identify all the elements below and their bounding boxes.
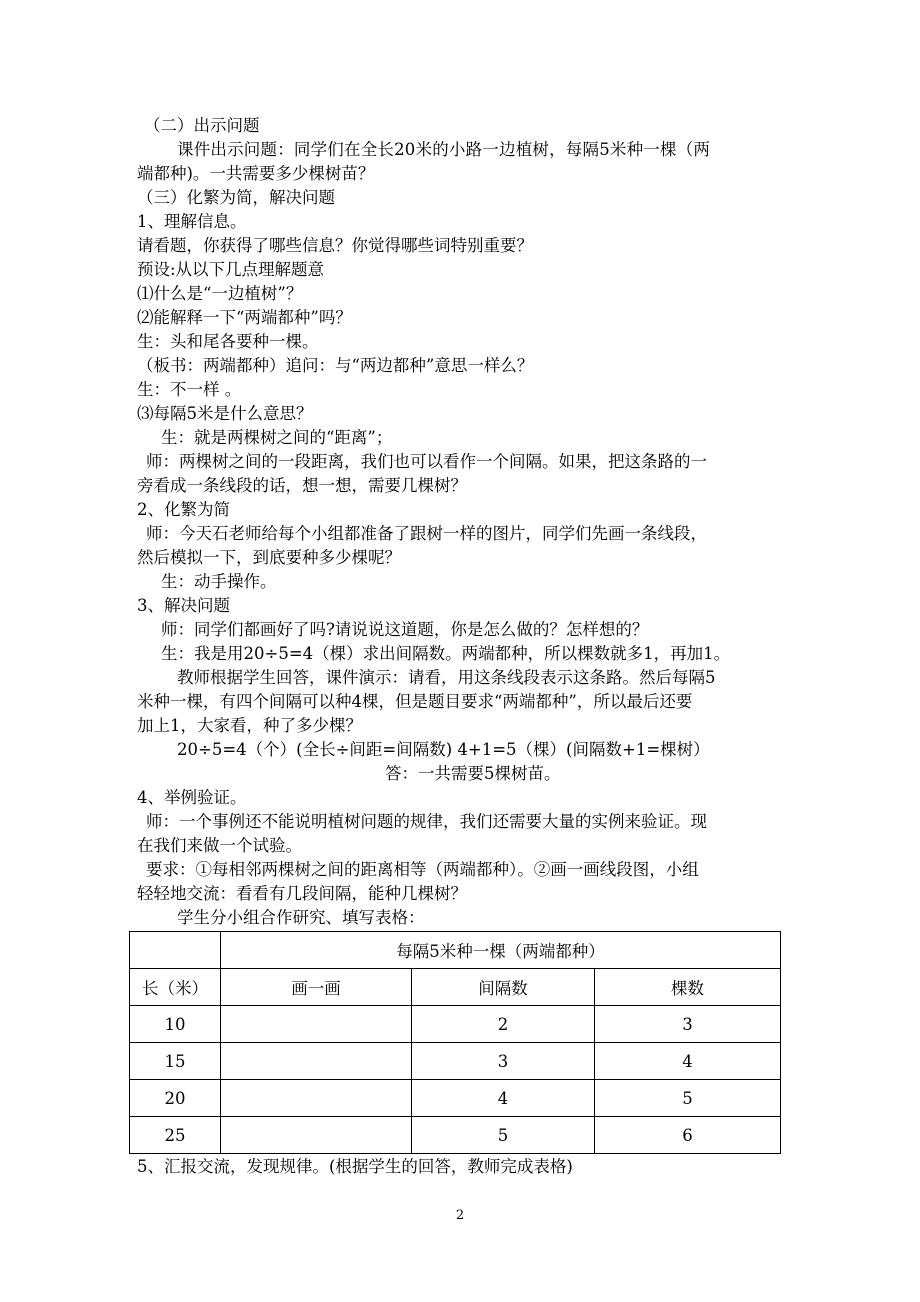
paragraph-line: 生：动手操作。 (161, 572, 277, 591)
step-heading: 4、举例验证。 (137, 788, 247, 807)
column-header-trees: 棵数 (595, 969, 781, 1006)
paragraph-line: 课件出示问题：同学们在全长20米的小路一边植树，每隔5米种一棵（两 (177, 140, 711, 159)
paragraph-line: 加上1，大家看，种了多少棵？ (137, 716, 362, 735)
draw-cell (221, 1006, 412, 1043)
column-header-intervals: 间隔数 (412, 969, 595, 1006)
answer-line: 答：一共需要5棵树苗。 (385, 764, 561, 783)
table-row (130, 1006, 781, 1043)
paragraph-line: 请看题，你获得了哪些信息？你觉得哪些词特别重要？ (137, 236, 533, 255)
trees-cell: 5 (595, 1080, 781, 1117)
column-header-draw: 画一画 (221, 969, 412, 1006)
section-heading: （三）化繁为简，解决问题 (137, 188, 335, 207)
length-cell: 15 (130, 1043, 221, 1080)
paragraph-line: ⑵能解释一下“两端都种”吗？ (137, 308, 352, 327)
draw-cell (221, 1117, 412, 1154)
equation-line: 20÷5=4（个）(全长÷间距=间隔数) 4+1=5（棵）(间隔数+1=棵树） (177, 740, 710, 759)
paragraph-line: 要求：①每相邻两棵树之间的距离相等（两端都种）。②画一画线段图，小组 (146, 860, 699, 879)
paragraph-line: 生：不一样 。 (137, 380, 242, 399)
table-row (130, 1043, 781, 1080)
paragraph-line: 生：我是用20÷5=4（棵）求出间隔数。两端都种，所以棵数就多1，再加1。 (161, 644, 731, 663)
trees-cell: 4 (595, 1043, 781, 1080)
paragraph-line: 学生分小组合作研究、填写表格： (177, 908, 425, 927)
intervals-cell: 2 (412, 1006, 595, 1043)
intervals-cell: 3 (412, 1043, 595, 1080)
table-row (130, 1080, 781, 1117)
intervals-cell: 5 (412, 1117, 595, 1154)
table-corner-cell (130, 932, 221, 969)
intervals-cell: 4 (412, 1080, 595, 1117)
table-header-row (130, 932, 781, 969)
length-cell: 25 (130, 1117, 221, 1154)
table-header-row (130, 969, 781, 1006)
paragraph-line: 米种一棵，有四个间隔可以种4棵，但是题目要求“两端都种”，所以最后还要 (137, 692, 693, 711)
paragraph-line: ⑶每隔5米是什么意思？ (137, 404, 313, 423)
paragraph-line: 生：就是两棵树之间的“距离”； (161, 428, 393, 447)
paragraph-line: 旁看成一条线段的话，想一想，需要几棵树？ (137, 476, 467, 495)
draw-cell (221, 1043, 412, 1080)
paragraph-line: 然后模拟一下，到底要种多少棵呢？ (137, 548, 401, 567)
trees-cell: 3 (595, 1006, 781, 1043)
paragraph-line: 师：今天石老师给每个小组都准备了跟树一样的图片，同学们先画一条线段， (146, 524, 707, 543)
paragraph-line: 师：一个事例还不能说明植树问题的规律，我们还需要大量的实例来验证。现 (146, 812, 707, 831)
paragraph-line: 在我们来做一个试验。 (137, 836, 302, 855)
page-number: 2 (455, 1208, 465, 1223)
column-header-length: 长（米） (130, 969, 221, 1006)
paragraph-line: 生：头和尾各要种一棵。 (137, 332, 319, 351)
paragraph-line: 轻轻地交流：看看有几段间隔，能种几棵树？ (137, 884, 467, 903)
step-heading: 2、化繁为简 (137, 500, 230, 519)
tree-planting-table (129, 931, 781, 1154)
paragraph-line: 预设:从以下几点理解题意 (137, 260, 325, 279)
paragraph-line: ⑴什么是“一边植树”？ (137, 284, 303, 303)
table-group-header: 每隔5米种一棵（两端都种） (221, 932, 781, 969)
paragraph-line: 师：同学们都画好了吗?请说说这道题，你是怎么做的？怎样想的？ (161, 620, 649, 639)
length-cell: 10 (130, 1006, 221, 1043)
step-heading: 3、解决问题 (137, 596, 230, 615)
draw-cell (221, 1080, 412, 1117)
length-cell: 20 (130, 1080, 221, 1117)
step-heading: 1、理解信息。 (137, 212, 247, 231)
paragraph-line: （板书：两端都种）追问：与“两边都种”意思一样么？ (137, 356, 534, 375)
paragraph-line: 师：两棵树之间的一段距离，我们也可以看作一个间隔。如果，把这条路的一 (146, 452, 707, 471)
trees-cell: 6 (595, 1117, 781, 1154)
paragraph-line: 端都种)。一共需要多少棵树苗？ (137, 164, 375, 183)
step-heading: 5、汇报交流，发现规律。(根据学生的回答，教师完成表格) (137, 1157, 573, 1176)
paragraph-line: 教师根据学生回答，课件演示：请看，用这条线段表示这条路。然后每隔5 (177, 668, 716, 687)
section-heading: （二）出示问题 (144, 116, 260, 135)
table-row (130, 1117, 781, 1154)
